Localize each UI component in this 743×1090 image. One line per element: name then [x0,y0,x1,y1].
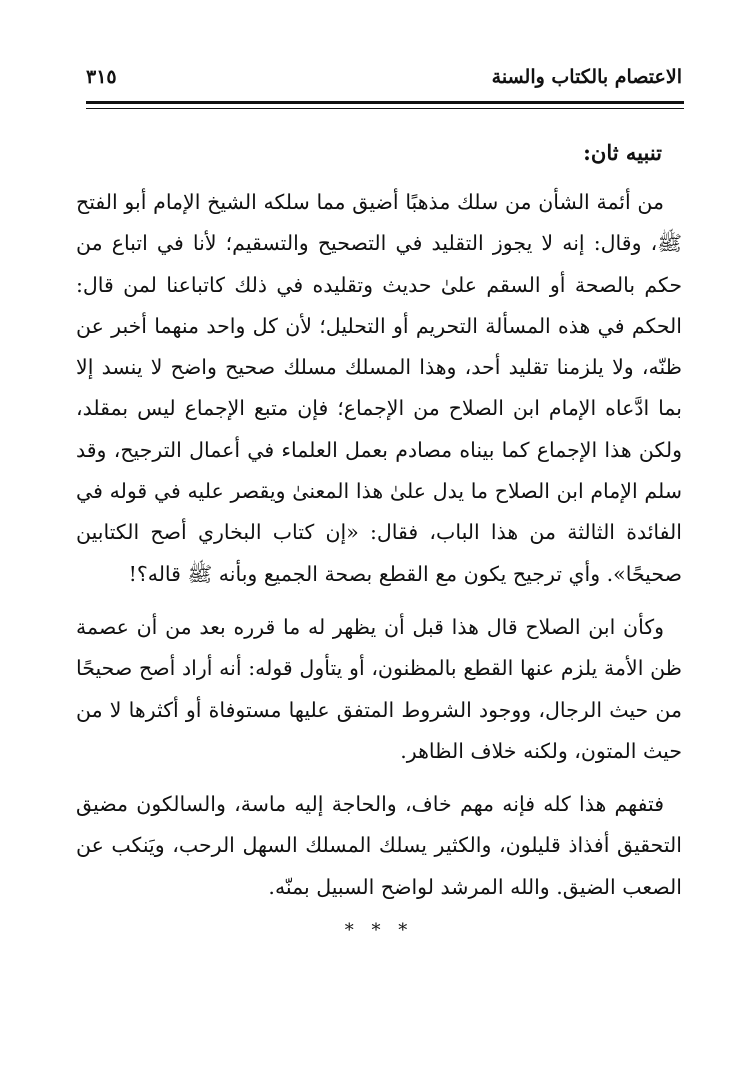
header-rule-thick [86,101,684,104]
paragraph-1: من أئمة الشأن من سلك مذهبًا أضيق مما سلكه الشيخ الإمام أبو الفتح ﷺ، وقال: إنه لا يجوز التقليد في التصحيح والتسقيم؛ لأنا في اتباع من حكم بالصحة أو السقم علىٰ حديث وتقليده في ذلك كاتباعنا لمن قال: الحكم في هذه المسألة التحريم أو التحليل؛ لأن كل واحد منهما أخبر عن ظنّه، ولا يلزمنا تقليد أحد، وهذا المسلك مسلك صحيح واضح لا ينسد إلا بما ادَّعاه الإمام ابن الصلاح من الإجماع؛ فإن متبع الإجماع ليس بمقلد، ولكن هذا الإجماع كما بيناه مصادم بعمل العلماء في أعمال الترجيح، وقد سلم الإمام ابن الصلاح ما يدل علىٰ هذا المعنىٰ ويقصر عليه في قوله في الفائدة الثالثة من هذا الباب، فقال: «إن كتاب البخاري أصح الكتابين صحيحًا». وأي ترجيح يكون مع القطع بصحة الجميع وبأنه ﷺ قاله؟! [76,190,682,586]
section-heading: تنبيه ثان: [583,140,662,165]
section-separator: * * * [344,920,414,942]
paragraph-2: وكأن ابن الصلاح قال هذا قبل أن يظهر له ما قرره بعد من أن عصمة ظن الأمة يلزم عنها القطع بالمظنون، أو يتأول قوله: أنه أراد أصح صحيحًا من حيث الرجال، ووجود الشروط المتفق عليها مستوفاة أو أكثرها لا من حيث المتون، ولكنه خلاف الظاهر. [76,614,682,763]
header-rule-thin [86,108,684,109]
page-header [86,62,682,102]
running-title: الاعتصام بالكتاب والسنة [491,66,682,88]
paragraph-3: فتفهم هذا كله فإنه مهم خاف، والحاجة إليه ماسة، والسالكون مضيق التحقيق أفذاذ قليلون، والكثير يسلك المسلك السهل الرحب، ويَنكب عن الصعب الضيق. والله المرشد لواضح السبيل بمنّه. [76,792,682,899]
page-body [76,130,682,941]
page-number: ٣١٥ [86,66,117,88]
